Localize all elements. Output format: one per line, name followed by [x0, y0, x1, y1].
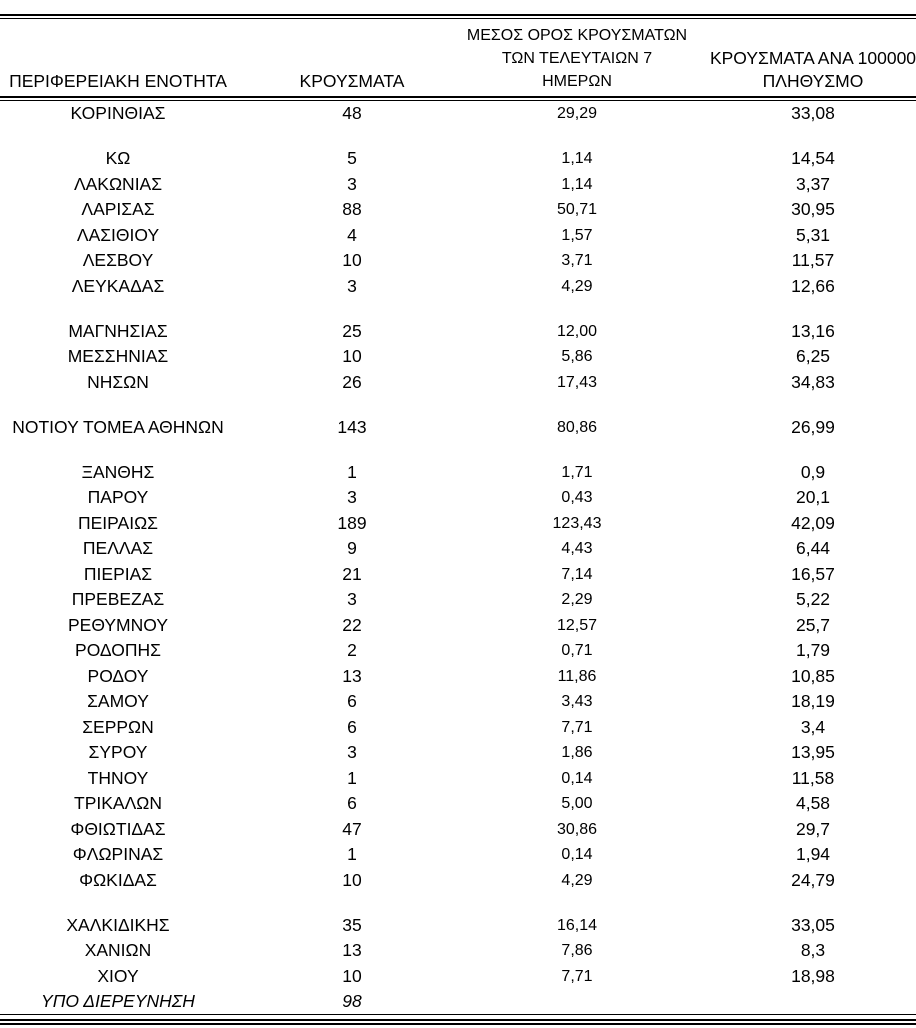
region-cell: ΚΟΡΙΝΘΙΑΣ: [70, 103, 166, 123]
avg7-cell: 0,14: [561, 769, 593, 787]
per100k-cell: 16,57: [791, 563, 835, 584]
region-cell: ΣΕΡΡΩΝ: [82, 716, 154, 737]
table-row: [0, 868, 916, 894]
region-cell: ΛΑΡΙΣΑΣ: [81, 199, 155, 219]
region-cell: ΣΥΡΟΥ: [88, 742, 148, 762]
cases-cell: 13: [342, 940, 362, 960]
avg7-cell: 4,43: [561, 540, 593, 557]
per100k-cell: 13,16: [791, 320, 835, 341]
cases-cell: 6: [347, 716, 357, 737]
header-cases-label: ΚΡΟΥΣΜΑΤΑ: [299, 71, 405, 91]
avg7-cell: 123,43: [552, 514, 602, 532]
header-per100k: [686, 19, 916, 96]
per100k-cell: 24,79: [791, 869, 835, 890]
cases-cell: 4: [347, 224, 357, 245]
region-cell: ΜΑΓΝΗΣΙΑΣ: [68, 320, 168, 341]
header-avg7-line2: ΤΩΝ ΤΕΛΕΥΤΑΙΩΝ 7: [501, 50, 653, 67]
table-top-rule-thick: [0, 14, 916, 16]
region-cell: ΦΛΩΡΙΝΑΣ: [72, 844, 164, 864]
avg7-cell: 0,14: [561, 846, 593, 863]
per100k-cell: 13,95: [791, 742, 835, 762]
cases-cell: 10: [342, 250, 362, 270]
region-cell: ΛΑΚΩΝΙΑΣ: [73, 173, 163, 194]
per100k-cell: 5,22: [795, 589, 831, 609]
per100k-cell: 14,54: [791, 148, 835, 168]
region-cell: ΡΟΔΟΠΗΣ: [75, 640, 161, 660]
table-row: [0, 223, 916, 249]
cases-cell: 6: [347, 793, 357, 813]
cases-cell: 25: [342, 320, 362, 341]
table-row: [0, 964, 916, 990]
table-body: [0, 101, 916, 1015]
region-cell: ΛΑΣΙΘΙΟΥ: [76, 224, 160, 245]
avg7-cell: 1,14: [561, 150, 593, 167]
table-row: [0, 485, 916, 511]
table-row: [0, 172, 916, 198]
table-row: [0, 740, 916, 766]
avg7-cell: 4,29: [561, 871, 593, 889]
per100k-cell: 11,57: [791, 250, 835, 270]
per100k-cell: 10,85: [791, 665, 835, 686]
per100k-cell: 18,98: [791, 965, 835, 986]
per100k-cell: 1,79: [795, 640, 831, 660]
region-cell: ΦΘΙΩΤΙΔΑΣ: [70, 818, 166, 839]
cases-cell: 21: [342, 563, 362, 584]
table-row: [0, 197, 916, 223]
table-row: [0, 913, 916, 939]
region-cell: ΞΑΝΘΗΣ: [81, 461, 155, 482]
table-bottom-rule-upper: [0, 1019, 916, 1021]
avg7-cell: 11,86: [557, 667, 597, 685]
per100k-cell: 18,19: [791, 691, 835, 711]
cases-cell: 5: [347, 148, 357, 168]
table-row: [0, 715, 916, 741]
per100k-cell: 1,94: [795, 844, 831, 864]
avg7-cell: 1,71: [561, 463, 593, 481]
per100k-cell: 25,7: [795, 614, 831, 635]
header-avg7-line3: ΗΜΕΡΩΝ: [542, 73, 612, 90]
avg7-cell: 3,71: [561, 252, 593, 269]
table-row: [0, 817, 916, 843]
avg7-cell: 3,43: [561, 693, 593, 710]
per100k-cell: 34,83: [791, 371, 835, 392]
per100k-cell: 4,58: [795, 793, 831, 813]
region-cell: ΝΗΣΩΝ: [87, 371, 149, 392]
table-row: [0, 613, 916, 639]
table-row: [0, 274, 916, 300]
cases-cell: 26: [342, 371, 362, 392]
table-row: [0, 562, 916, 588]
per100k-cell: 33,05: [791, 914, 835, 935]
avg7-cell: 0,71: [561, 642, 593, 659]
per100k-cell: 5,31: [795, 224, 831, 245]
cases-cell: 3: [347, 742, 357, 762]
cases-cell: 1: [347, 767, 357, 788]
cases-cell: 189: [337, 512, 367, 533]
cases-cell: 10: [342, 346, 362, 366]
per100k-cell: 33,08: [791, 103, 835, 123]
cases-cell: 6: [347, 691, 357, 711]
cases-cell: 88: [342, 199, 362, 219]
avg7-cell: 1,57: [561, 226, 593, 244]
cases-cell: 9: [347, 538, 357, 558]
region-cell: ΠΑΡΟΥ: [87, 487, 149, 507]
avg7-cell: 4,29: [561, 277, 593, 295]
table-row: [0, 989, 916, 1015]
table-row: [0, 511, 916, 537]
cases-cell: 1: [347, 461, 357, 482]
avg7-cell: 0,43: [561, 489, 593, 506]
header-per100k-line2: ΠΛΗΘΥΣΜΟ: [762, 71, 864, 91]
cases-cell: 3: [347, 487, 357, 507]
cases-cell: 48: [342, 103, 362, 123]
avg7-cell: 5,00: [561, 795, 593, 812]
region-cell: ΦΩΚΙΔΑΣ: [79, 869, 157, 890]
cases-cell: 3: [347, 173, 357, 194]
cases-cell: 10: [342, 869, 362, 890]
header-per100k-line1: ΚΡΟΥΣΜΑΤΑ ΑΝΑ 100000: [709, 48, 916, 68]
cases-cell: 22: [342, 614, 362, 635]
region-cell: ΝΟΤΙΟΥ ΤΟΜΕΑ ΑΘΗΝΩΝ: [12, 416, 224, 437]
cases-cell: 13: [342, 665, 362, 686]
cases-cell: 35: [342, 914, 362, 935]
region-cell: ΛΕΥΚΑΔΑΣ: [71, 275, 165, 296]
spacer-row: [0, 893, 916, 913]
header-cases: [236, 19, 468, 96]
per100k-cell: 8,3: [800, 940, 826, 960]
cases-cell: 3: [347, 589, 357, 609]
region-cell: ΠΙΕΡΙΑΣ: [83, 563, 153, 584]
spacer-row: [0, 440, 916, 460]
avg7-cell: 7,71: [561, 718, 593, 736]
per100k-cell: 11,58: [791, 767, 835, 788]
region-cell: ΧΑΝΙΩΝ: [84, 940, 152, 960]
table-row: [0, 248, 916, 274]
avg7-cell: 30,86: [556, 820, 598, 838]
table-row: [0, 146, 916, 172]
last-row-underline: [0, 1014, 916, 1015]
table-row: [0, 344, 916, 370]
table-row: [0, 938, 916, 964]
region-cell: ΤΗΝΟΥ: [87, 767, 149, 788]
region-cell: ΧΙΟΥ: [97, 965, 139, 986]
cases-cell: 143: [337, 416, 367, 437]
per100k-cell: [686, 989, 916, 1015]
table-bottom-rule-lower: [0, 1023, 916, 1025]
avg7-cell: 7,86: [561, 942, 593, 959]
cases-cell: 1: [347, 844, 357, 864]
per100k-cell: 26,99: [791, 416, 835, 437]
avg7-cell: 7,71: [561, 967, 593, 985]
table-row: [0, 664, 916, 690]
avg7-cell: 17,43: [556, 373, 598, 391]
avg7-cell: 7,14: [561, 565, 593, 583]
table-row: [0, 536, 916, 562]
per100k-cell: 3,4: [800, 716, 826, 737]
per100k-cell: 29,7: [795, 818, 831, 839]
region-cell: ΧΑΛΚΙΔΙΚΗΣ: [66, 914, 170, 935]
avg7-cell: 29,29: [556, 105, 598, 122]
cases-cell: 3: [347, 275, 357, 296]
cases-cell: 98: [342, 991, 362, 1011]
cases-cell: 10: [342, 965, 362, 986]
avg7-cell: [468, 989, 686, 1015]
table-row: [0, 101, 916, 127]
spacer-row: [0, 299, 916, 319]
region-cell: ΥΠΟ ΔΙΕΡΕΥΝΗΣΗ: [41, 991, 195, 1011]
per100k-cell: 6,25: [795, 346, 831, 366]
region-cell: ΣΑΜΟΥ: [87, 691, 149, 711]
table-row: [0, 842, 916, 868]
per100k-cell: 12,66: [791, 275, 835, 296]
table-row: [0, 791, 916, 817]
avg7-cell: 1,14: [561, 175, 593, 193]
per100k-cell: 30,95: [791, 199, 835, 219]
avg7-cell: 12,00: [556, 322, 598, 340]
region-cell: ΠΕΛΛΑΣ: [82, 538, 154, 558]
table-row: [0, 766, 916, 792]
avg7-cell: 16,14: [556, 916, 598, 934]
per100k-cell: 0,9: [800, 461, 826, 482]
avg7-cell: 1,86: [561, 744, 593, 761]
table-row: [0, 319, 916, 345]
spacer-row: [0, 127, 916, 147]
table-row: [0, 638, 916, 664]
region-cell: ΠΕΙΡΑΙΩΣ: [78, 512, 158, 533]
cases-cell: 2: [347, 640, 357, 660]
avg7-cell: 2,29: [561, 591, 593, 608]
per100k-cell: 20,1: [795, 487, 831, 507]
avg7-cell: 12,57: [556, 616, 598, 634]
table-row: [0, 587, 916, 613]
region-cell: ΤΡΙΚΑΛΩΝ: [74, 793, 162, 813]
cases-cell: 47: [342, 818, 362, 839]
per100k-cell: 3,37: [795, 173, 831, 194]
region-cell: ΜΕΣΣΗΝΙΑΣ: [67, 346, 169, 366]
header-avg7-line1: ΜΕΣΟΣ ΟΡΟΣ ΚΡΟΥΣΜΑΤΩΝ: [466, 27, 688, 44]
spacer-row: [0, 395, 916, 415]
header-bottom-rule-thick: [0, 96, 916, 98]
table-header-row: [0, 19, 916, 96]
avg7-cell: 5,86: [561, 348, 593, 365]
table-row: [0, 370, 916, 396]
region-cell: ΛΕΣΒΟΥ: [82, 250, 154, 270]
per100k-cell: 6,44: [795, 538, 831, 558]
table-row: [0, 689, 916, 715]
per100k-cell: 42,09: [791, 512, 835, 533]
header-regional-unit: [0, 19, 236, 96]
region-cell: ΚΩ: [105, 148, 131, 168]
table-row: [0, 460, 916, 486]
region-cell: ΡΕΘΥΜΝΟΥ: [67, 614, 168, 635]
header-avg7: [468, 19, 686, 96]
region-cell: ΡΟΔΟΥ: [87, 665, 149, 686]
avg7-cell: 80,86: [556, 418, 598, 436]
avg7-cell: 50,71: [556, 201, 598, 218]
table-row: [0, 415, 916, 441]
region-cell: ΠΡΕΒΕΖΑΣ: [71, 589, 165, 609]
header-regional-unit-label: ΠΕΡΙΦΕΡΕΙΑΚΗ ΕΝΟΤΗΤΑ: [9, 71, 227, 91]
